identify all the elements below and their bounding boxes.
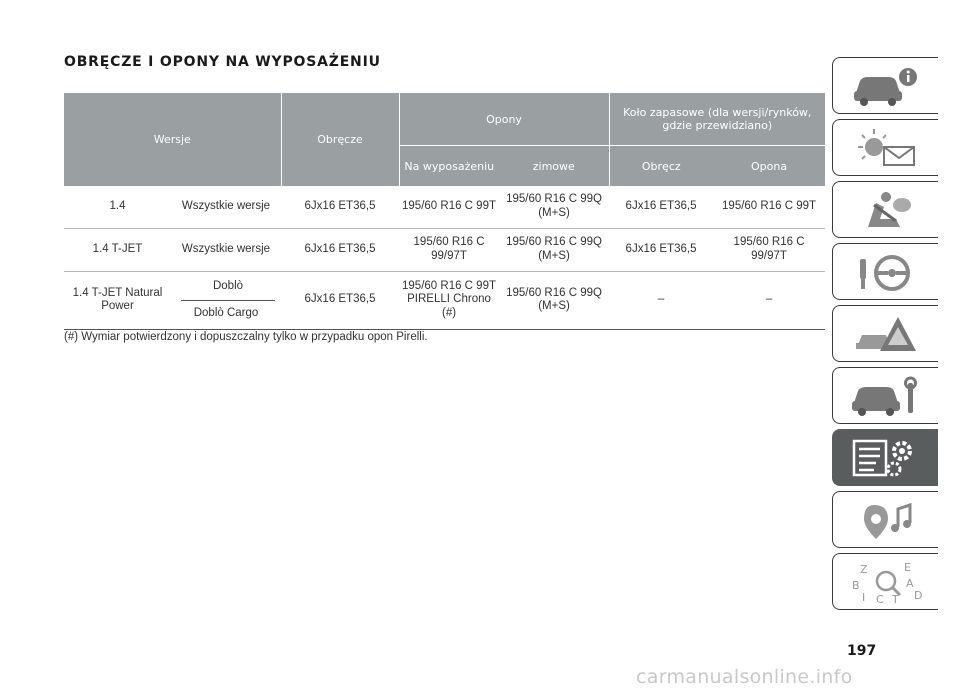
rim-cell: 6Jx16 ET36,5 xyxy=(281,271,399,329)
steering-key-icon xyxy=(846,249,926,295)
lights-message-icon xyxy=(846,125,926,171)
version-cell: Doblò xyxy=(181,278,275,301)
version-split-cell xyxy=(171,271,281,329)
spare-rim-cell: 6Jx16 ET36,5 xyxy=(609,186,713,228)
multimedia-icon xyxy=(846,497,926,543)
technical-data-gears-icon xyxy=(846,435,926,481)
table-row xyxy=(64,228,825,271)
table-row xyxy=(64,271,825,329)
tyre-winter-cell: 195/60 R16 C 99Q (M+S) xyxy=(499,271,609,329)
header-obrecze: Obręcze xyxy=(281,93,399,186)
car-info-icon xyxy=(846,63,926,109)
rim-cell: 6Jx16 ET36,5 xyxy=(281,228,399,271)
spare-tyre-cell: 195/60 R16 C 99/97T xyxy=(713,228,825,271)
spare-rim-cell: 6Jx16 ET36,5 xyxy=(609,228,713,271)
header-obrecz: Obręcz xyxy=(609,146,713,187)
tab-technical-data[interactable] xyxy=(832,429,938,486)
alphabetical-index-icon xyxy=(846,559,926,605)
tab-maintenance[interactable] xyxy=(832,367,938,424)
svg-text:Z: Z xyxy=(859,562,868,576)
svg-text:A: A xyxy=(905,576,914,590)
engine-cell: 1.4 xyxy=(64,186,171,228)
tyre-std-cell: 195/60 R16 C 99T xyxy=(399,186,499,228)
tab-emergency[interactable] xyxy=(832,305,938,362)
svg-text:B: B xyxy=(851,578,860,592)
tyre-winter-cell: 195/60 R16 C 99Q (M+S) xyxy=(499,186,609,228)
header-opony: Opony xyxy=(399,93,609,146)
svg-text:E: E xyxy=(903,560,911,574)
spare-tyre-cell: 195/60 R16 C 99T xyxy=(713,186,825,228)
tab-lights-messages[interactable] xyxy=(832,119,938,176)
table-row xyxy=(64,186,825,228)
car-service-icon xyxy=(846,373,926,419)
page-number: 197 xyxy=(847,643,877,659)
emergency-triangle-icon xyxy=(846,311,926,357)
svg-text:C: C xyxy=(875,592,884,605)
tyre-winter-cell: 195/60 R16 C 99Q (M+S) xyxy=(499,228,609,271)
svg-text:T: T xyxy=(891,592,899,605)
spare-rim-cell: – xyxy=(609,271,713,329)
engine-cell: 1.4 T-JET Natural Power xyxy=(64,271,171,329)
tab-index[interactable] xyxy=(832,553,938,610)
tyre-std-cell: 195/60 R16 C 99T PIRELLI Chrono (#) xyxy=(399,271,499,329)
header-wersje: Wersje xyxy=(64,93,281,186)
header-zimowe: zimowe xyxy=(499,146,609,187)
version-cell: Doblò Cargo xyxy=(193,306,259,319)
engine-cell: 1.4 T-JET xyxy=(64,228,171,271)
tab-safety[interactable] xyxy=(832,181,938,238)
footnote: (#) Wymiar potwierdzony i dopuszczalny tylko w przypadku opon Pirelli. xyxy=(64,331,428,343)
version-cell: Wszystkie wersje xyxy=(171,186,281,228)
tab-starting-driving[interactable] xyxy=(832,243,938,300)
svg-text:I: I xyxy=(861,590,865,604)
svg-text:D: D xyxy=(913,588,922,602)
watermark: carmanualsonline.info xyxy=(636,666,853,688)
header-kolo-zapasowe: Koło zapasowe (dla wersji/rynków, gdzie przewidziano) xyxy=(609,93,825,146)
header-na-wyposazeniu: Na wyposażeniu xyxy=(399,146,499,187)
version-cell: Wszystkie wersje xyxy=(171,228,281,271)
tab-multimedia[interactable] xyxy=(832,491,938,548)
spare-tyre-cell: – xyxy=(713,271,825,329)
wheels-tyres-table xyxy=(64,93,825,330)
tab-car-info[interactable] xyxy=(832,57,938,114)
airbag-seat-icon xyxy=(846,187,926,233)
header-opona: Opona xyxy=(713,146,825,187)
page-title: OBRĘCZE I OPONY NA WYPOSAŻENIU xyxy=(64,54,381,70)
rim-cell: 6Jx16 ET36,5 xyxy=(281,186,399,228)
tyre-std-cell: 195/60 R16 C 99/97T xyxy=(399,228,499,271)
